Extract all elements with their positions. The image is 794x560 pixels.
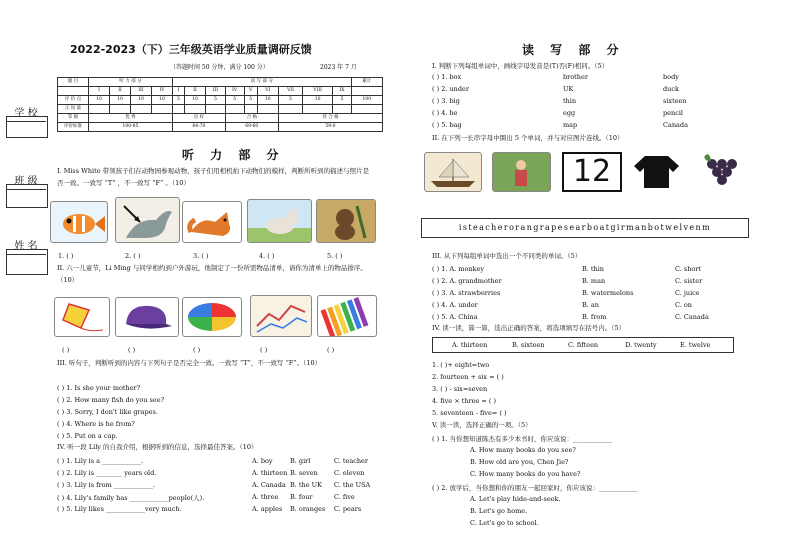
r3-instruction: III. 从下列每组单词中选出一个不同类的单词。（5） <box>432 252 582 260</box>
score-table: 题 目 听 力 部 分 读 写 部 分 累计 I II III IV I II III IV V VI VII VIII IX 评 价 点 10 10 10 10 5 10 5 5 5 10 5 10 5 100 正 误 量 等 级 优 秀 良 好 合 格 待 合 格 评价标准 100-85 84-70 69-60 59-0 <box>57 77 383 132</box>
section-4-instruction: IV. 听一段 Lily 的自我介绍，根据听到的信息，选择最佳答案。（10） <box>57 443 258 451</box>
s4-option-c: C. pears <box>334 505 362 513</box>
s1-blank-3[interactable]: 3. ( ) <box>193 252 209 260</box>
dinosaur-picture-icon <box>115 197 180 243</box>
s4-option-a: A. three <box>252 493 279 501</box>
fox-picture-icon <box>182 201 242 243</box>
s4-option-c: C. five <box>334 493 355 501</box>
r1-word-2: egg <box>563 109 576 117</box>
r2-instruction: II. 在下列一长串字母中圈出 5 个单词，并与对应图片连线。（10） <box>432 134 624 142</box>
name-label: 姓 名 <box>6 235 46 255</box>
r5-q2-option-c: C. Let's go to school. <box>470 519 539 527</box>
r5-q1-option-a: A. How many books do you see? <box>470 446 576 454</box>
s4-question-3[interactable]: ( ) 3. Lily is from ____________. <box>57 481 155 489</box>
monkey-picture-icon <box>316 199 376 243</box>
r3-option-b: B. thin <box>582 265 604 273</box>
s1-blank-4[interactable]: 4. ( ) <box>259 252 275 260</box>
r4-item-1[interactable]: 1. ( )+ eight=two <box>432 361 490 369</box>
r1-word-2: map <box>563 121 578 129</box>
cat-picture-icon <box>247 199 312 243</box>
r3-option-c: C. sister <box>675 277 703 285</box>
r4-option-c: C. fifteen <box>568 341 599 349</box>
fish-picture-icon <box>50 201 108 243</box>
s3-item-5[interactable]: ( ) 5. Put on a cap. <box>57 432 118 440</box>
s3-item-4[interactable]: ( ) 4. Where is he from? <box>57 420 135 428</box>
s4-option-b: B. the UK <box>290 481 322 489</box>
r4-option-d: D. twenty <box>625 341 657 349</box>
letter-strip[interactable]: isteacherorangrapesearboatgirmanbotwelvenm <box>421 218 749 238</box>
r4-option-a: A. thirteen <box>452 341 488 349</box>
name-field[interactable] <box>6 249 48 275</box>
r1-word-2: brother <box>563 73 588 81</box>
r5-q2-option-a: A. Let's play hide-and-seek. <box>470 495 561 503</box>
paint-palette-icon <box>182 297 242 337</box>
r3-option-c: C. on <box>675 301 692 309</box>
r4-option-e: E. twelve <box>680 341 711 349</box>
school-field[interactable] <box>6 116 48 138</box>
reading-header: 读 写 部 分 <box>522 43 625 57</box>
map-picture-icon <box>250 295 312 337</box>
r1-row-5[interactable]: ( ) 5. bag <box>432 121 462 129</box>
r3-row-2[interactable]: ( ) 2. A. grandmother <box>432 277 502 285</box>
s4-option-a: A. boy <box>252 457 273 465</box>
r1-row-4[interactable]: ( ) 4. he <box>432 109 458 117</box>
s2-blank-2[interactable]: ( ) <box>128 346 136 354</box>
class-label: 班 级 <box>6 170 46 190</box>
r1-instruction: I. 判断下列每组单词中，画线字母发音是(T)否(F)相同。（5） <box>432 62 609 70</box>
s4-option-c: C. teacher <box>334 457 368 465</box>
r3-option-b: B. from <box>582 313 607 321</box>
s4-option-a: A. Canada <box>252 481 286 489</box>
cap-picture-icon <box>115 297 179 337</box>
class-field[interactable] <box>6 184 48 208</box>
kite-picture-icon <box>54 297 110 337</box>
teacher-picture-icon <box>492 152 551 192</box>
s2-blank-4[interactable]: ( ) <box>260 346 268 354</box>
r3-option-c: C. Canada <box>675 313 709 321</box>
r3-row-3[interactable]: ( ) 3. A. strawberries <box>432 289 501 297</box>
grapes-picture-icon <box>692 152 748 188</box>
s4-question-2[interactable]: ( ) 2. Lily is ________ years old. <box>57 469 157 477</box>
number-card: 12 <box>562 152 622 192</box>
r4-instruction: IV. 读一读，算一算，选出正确的答案，将选项填写在括号内。（5） <box>432 324 626 332</box>
r5-question-2[interactable]: ( ) 2. 放学后，当你想和你的朋友一起回家时，你应该说：____________ <box>432 484 638 492</box>
r5-instruction: V. 读一读，选择正确的一项。（5） <box>432 421 532 429</box>
r3-row-5[interactable]: ( ) 5. A. China <box>432 313 478 321</box>
s4-option-a: A. apples <box>252 505 283 513</box>
s4-question-5[interactable]: ( ) 5. Lily likes ____________very much. <box>57 505 182 513</box>
r3-option-b: B. an <box>582 301 599 309</box>
r4-item-5[interactable]: 5. seventeen - five= ( ) <box>432 409 507 417</box>
r3-row-1[interactable]: ( ) 1. A. monkey <box>432 265 485 273</box>
r3-option-c: C. short <box>675 265 702 273</box>
r5-q1-option-c: C. How many books do you have? <box>470 470 581 478</box>
r5-q1-option-b: B. How old are you, Chen Jie? <box>470 458 569 466</box>
r4-item-3[interactable]: 3. ( ) - six=seven <box>432 385 488 393</box>
s4-option-b: B. four <box>290 493 313 501</box>
s3-item-3[interactable]: ( ) 3. Sorry, I don't like grapes. <box>57 408 158 416</box>
s4-question-1[interactable]: ( ) 1. Lily is a ____________. <box>57 457 144 465</box>
s2-blank-1[interactable]: ( ) <box>62 346 70 354</box>
r1-word-3: duck <box>663 85 679 93</box>
r3-option-b: B. watermelons <box>582 289 634 297</box>
crayons-picture-icon <box>317 295 377 337</box>
subtitle: （答题时间 50 分钟，满分 100 分） <box>170 64 269 71</box>
boat-picture-icon <box>424 152 482 192</box>
r1-word-2: UK <box>563 85 574 93</box>
r1-row-2[interactable]: ( ) 2. under <box>432 85 469 93</box>
s4-question-4[interactable]: ( ) 4. Lily's family has ____________people(人). <box>57 494 205 502</box>
s1-blank-1[interactable]: 1. ( ) <box>58 252 74 260</box>
r1-word-2: thin <box>563 97 577 105</box>
s1-blank-2[interactable]: 2. ( ) <box>125 252 141 260</box>
s2-blank-3[interactable]: ( ) <box>193 346 201 354</box>
r5-q2-option-b: B. Let's go home. <box>470 507 528 515</box>
s3-item-1[interactable]: ( ) 1. Is she your mother? <box>57 384 141 392</box>
r4-item-4[interactable]: 4. five × three = ( ) <box>432 397 497 405</box>
r1-word-3: body <box>663 73 679 81</box>
r1-word-3: pencil <box>663 109 683 117</box>
s4-option-b: B. seven <box>290 469 318 477</box>
r4-item-2[interactable]: 2. fourteen + six = ( ) <box>432 373 504 381</box>
s4-option-b: B. girl <box>290 457 311 465</box>
listening-header: 听 力 部 分 <box>182 148 285 162</box>
s3-item-2[interactable]: ( ) 2. How many fish do you see? <box>57 396 165 404</box>
r3-option-c: C. juice <box>675 289 700 297</box>
shirt-picture-icon <box>629 152 684 190</box>
s4-option-b: B. oranges <box>290 505 326 513</box>
s1-blank-5[interactable]: 5. ( ) <box>327 252 343 260</box>
section-2-instruction: II. 六一儿童节，Li Ming 与同学相约到户外游玩，他制定了一份所需物品清单，请你为清单上的物品排序。（10） <box>57 264 367 284</box>
s2-blank-5[interactable]: ( ) <box>327 346 335 354</box>
r5-question-1[interactable]: ( ) 1. 当你想知道陈杰有多少本书时，你应该说：____________ <box>432 435 612 443</box>
school-label: 学 校 <box>6 102 46 122</box>
r4-option-b: B. sixteen <box>512 341 545 349</box>
section-3-instruction: III. 听句子，判断听到的内容与下列句子是否完全一致。一致写 “T”，不一致写 “F”。（10） <box>57 359 322 367</box>
r3-option-b: B. man <box>582 277 606 285</box>
s4-option-c: C. eleven <box>334 469 365 477</box>
r1-word-3: Canada <box>663 121 688 129</box>
r1-row-1[interactable]: ( ) 1. box <box>432 73 462 81</box>
section-1-instruction: I. Miss White 带领孩子们在动物园参观动物，孩子们用相机拍下动物们的模样，判断所听到的描述与照片是否一致。一致写 “T” ，不一致写 “F” 。（10） <box>57 167 370 187</box>
s4-option-c: C. the USA <box>334 481 371 489</box>
r1-row-3[interactable]: ( ) 3. big <box>432 97 460 105</box>
page-title: 2022-2023（下）三年级英语学业质量调研反馈 <box>70 43 312 56</box>
s4-option-a: A. thirteen <box>252 469 288 477</box>
r3-row-4[interactable]: ( ) 4. A. under <box>432 301 478 309</box>
date: 2023 年 7 月 <box>320 64 357 71</box>
r1-word-3: sixteen <box>663 97 687 105</box>
